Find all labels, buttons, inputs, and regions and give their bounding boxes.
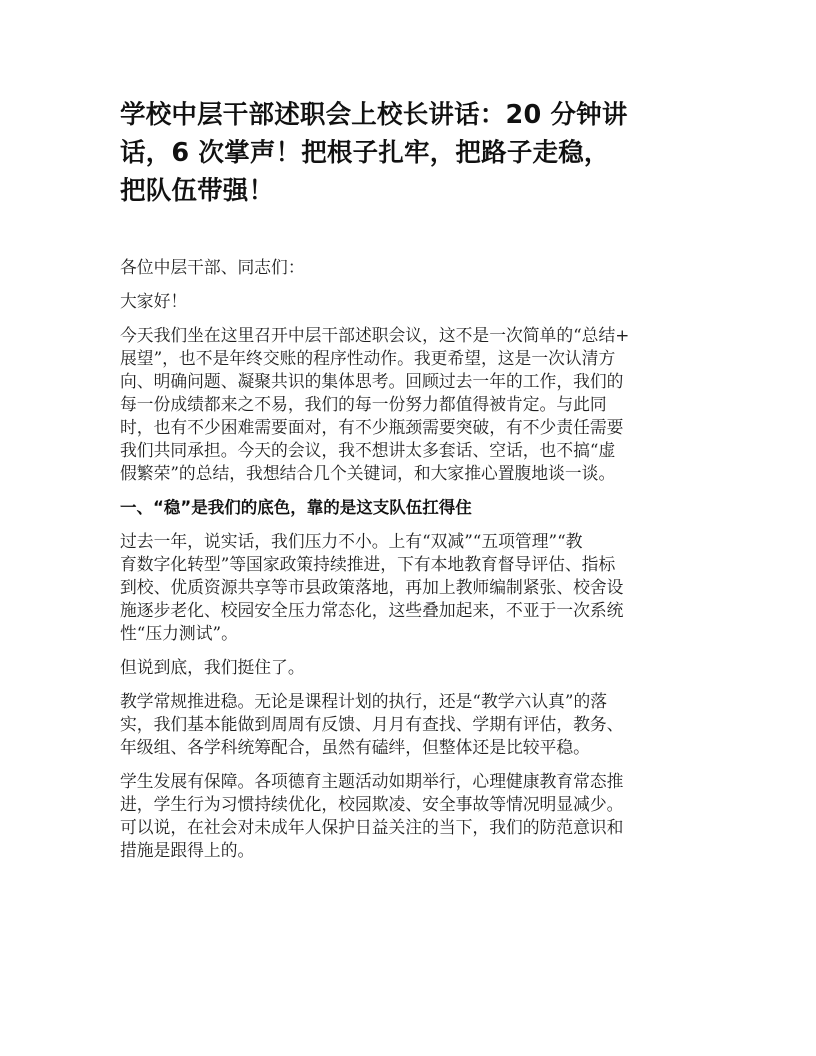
section1-paragraph-1 [120, 530, 700, 645]
text-line: 假繁荣”的总结，我想结合几个关键词，和大家推心置腹地谈一谈。 [120, 463, 616, 483]
text-line: 可以说，在社会对未成年人保护日益关注的当下，我们的防范意识和 [120, 817, 624, 837]
text-line: 性“压力测试”。 [120, 623, 238, 643]
text-line: 教学常规推进稳。无论是课程计划的执行，还是“教学六认真”的落 [120, 691, 608, 711]
greeting-text: 大家好！ [120, 291, 188, 311]
section1-paragraph-2 [120, 656, 700, 679]
title-line: 话，6 次掌声！把根子扎牢，把路子走稳， [120, 138, 610, 168]
document-title [120, 96, 700, 210]
text-line: 到校、优质资源共享等市县政策落地，再加上教师编制紧张、校舍设 [120, 577, 624, 597]
text-line: 时，也有不少困难需要面对，有不少瓶颈需要突破，有不少责任需要 [120, 417, 624, 437]
text-line: 但说到底，我们挺住了。 [120, 657, 305, 677]
text-line: 施逐步老化、校园安全压力常态化，这些叠加起来，不亚于一次系统 [120, 600, 624, 620]
section1-paragraph-4 [120, 770, 700, 862]
document-page [120, 96, 700, 860]
salutation-text: 各位中层干部、同志们： [120, 257, 305, 277]
text-line: 实，我们基本能做到周周有反馈、月月有查找、学期有评估，教务、 [120, 714, 624, 734]
text-line: 展望”，也不是年终交账的程序性动作。我更希望，这是一次认清方 [120, 348, 616, 368]
title-line: 把队伍带强！ [120, 176, 275, 206]
text-line: 每一份成绩都来之不易，我们的每一份努力都值得被肯定。与此同 [120, 394, 607, 414]
text-line: 措施是跟得上的。 [120, 840, 255, 860]
document-body [120, 256, 700, 873]
text-line: 育数字化转型”等国家政策持续推进，下有本地教育督导评估、指标 [120, 554, 616, 574]
text-line: 向、明确问题、凝聚共识的集体思考。回顾过去一年的工作，我们的 [120, 371, 624, 391]
section-heading: 一、“稳”是我们的底色，靠的是这支队伍扛得住 [120, 498, 472, 517]
text-line: 学生发展有保障。各项德育主题活动如期举行，心理健康教育常态推 [120, 771, 624, 791]
text-line: 今天我们坐在这里召开中层干部述职会议，这不是一次简单的“总结+ [120, 325, 630, 345]
greeting [120, 290, 700, 313]
salutation [120, 256, 700, 279]
text-line: 进，学生行为习惯持续优化，校园欺凌、安全事故等情况明显减少。 [120, 794, 624, 814]
text-line: 年级组、各学科统筹配合，虽然有磕绊，但整体还是比较平稳。 [120, 737, 590, 757]
intro-paragraph [120, 324, 700, 485]
text-line: 我们共同承担。今天的会议，我不想讲太多套话、空话，也不搞“虚 [120, 440, 616, 460]
text-line: 过去一年，说实话，我们压力不小。上有“双减”“五项管理”“教 [120, 531, 583, 551]
section1-paragraph-3 [120, 690, 700, 759]
title-line: 学校中层干部述职会上校长讲话：20 分钟讲 [120, 100, 628, 130]
